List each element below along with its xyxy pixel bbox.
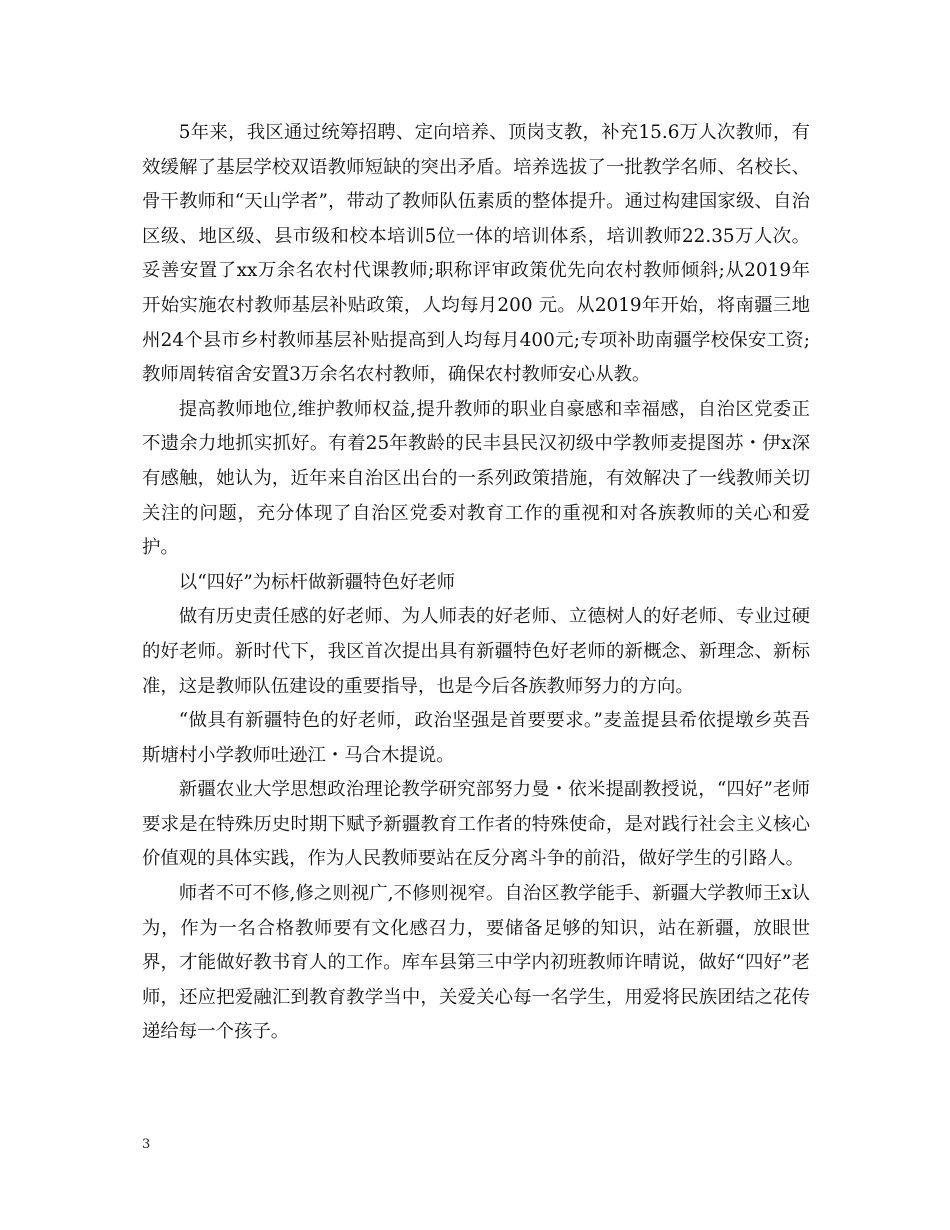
paragraph-political-quote: “做具有新疆特色的好老师，政治坚强是首要要求。”麦盖提县希依提墩乡英吾斯塘村小学教师吐逊江・马合木提说。 (142, 710, 810, 766)
document-body (142, 116, 810, 1050)
paragraph-teacher-recruitment: 5年来，我区通过统筹招聘、定向培养、顶岗支教，补充15.6万人次教师，有效缓解了基层学校双语教师短缺的突出矛盾。培养选拔了一批教学名师、名校长、骨干教师和“天山学者”，带动了教师队伍素质的整体提升。通过构建国家级、自治区级、地区级、县市级和校本培训5位一体的培训体系，培训教师22.35万人次。妥善安置了xx万余名农村代课教师;职称评审政策优先向农村教师倾斜;从2019年开始实施农村教师基层补贴政策，人均每月200 元。从2019年开始，将南疆三地州24个县市乡村教师基层补贴提高到人均每月400元;专项补助南疆学校保安工资;教师周转宿舍安置3万余名农村教师，确保农村教师安心从教。 (142, 122, 810, 386)
paragraph-good-teacher-standard: 做有历史责任感的好老师、为人师表的好老师、立德树人的好老师、专业过硬的好老师。新时代下，我区首次提出具有新疆特色好老师的新概念、新理念、新标准，这是教师队伍建设的重要指导，也是今后各族教师努力的方向。 (142, 606, 810, 697)
paragraph-teacher-status: 提高教师地位,维护教师权益,提升教师的职业自豪感和幸福感，自治区党委正不遗余力地抓实抓好。有着25年教龄的民丰县民汉初级中学教师麦提图苏・伊x深有感触，她认为，近年来自治区出台的一系列政策措施，有效解决了一线教师关切关注的问题，充分体现了自治区党委对教育工作的重视和对各族教师的关心和爱护。 (142, 398, 810, 559)
paragraph-self-cultivation: 师者不可不修,修之则视广,不修则视窄。自治区教学能手、新疆大学教师王x认为，作为一名合格教师要有文化感召力，要储备足够的知识，站在新疆，放眼世界，才能做好教书育人的工作。库车县第三中学内初班教师许晴说，做好“四好”老师，还应把爱融汇到教育教学当中，关爱关心每一名学生，用爱将民族团结之花传递给每一个孩子。 (142, 883, 810, 1043)
page-number: 3 (142, 1137, 151, 1152)
section-heading-four-good: 以“四好”为标杆做新疆特色好老师 (178, 571, 456, 593)
paragraph-professor-comment: 新疆农业大学思想政治理论教学研究部努力曼・依米提副教授说，“四好”老师要求是在特殊历史时期下赋予新疆教育工作者的特殊使命，是对践行社会主义核心价值观的具体实践，作为人民教师要站在反分离斗争的前沿，做好学生的引路人。 (142, 779, 810, 870)
